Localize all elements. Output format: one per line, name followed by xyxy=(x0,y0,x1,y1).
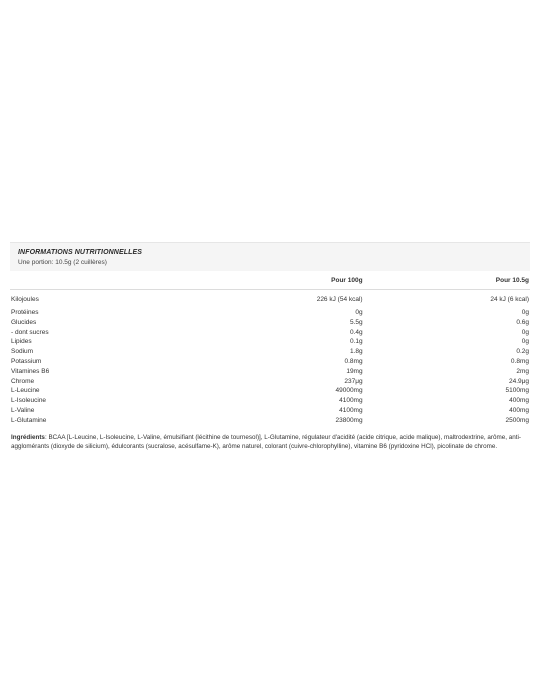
value-per-portion: 0.8mg xyxy=(510,357,529,365)
ingredients-list: : BCAA [L-Leucine, L-Isoleucine, L-Valine, émulsifiant (lécithine de tournesol)], L-Glutamine, régulateur d'acidité (acide citrique, acide malique), maltrodextrine, arôme, anti-agglomérants (dioxyde de silicium), édulcorants (sucralose, acésulfame-K), arôme naturel, colorant (cuivre-chlorophylline), vitamine B6 (pyridoxine HCl), picolinate de chrome. xyxy=(11,433,521,451)
table-row xyxy=(10,406,530,416)
value-per-100g: 49000mg xyxy=(335,387,363,395)
value-per-portion: 24.9μg xyxy=(508,377,529,385)
value-per-100g: 0.4g xyxy=(349,328,363,336)
nutrient-name: L-Valine xyxy=(11,406,35,414)
value-per-portion: 0.2g xyxy=(516,348,529,356)
portion-size: Une portion: 10.5g (2 cuillères) xyxy=(18,259,107,266)
table-row xyxy=(10,308,530,318)
value-per-portion: 400mg xyxy=(509,406,529,414)
value-per-100g: 23800mg xyxy=(335,416,363,424)
ingredients-text xyxy=(10,433,530,452)
value-per-portion: 0g xyxy=(521,338,529,346)
value-per-100g: 0.8mg xyxy=(344,357,363,365)
value-per-100g: 0g xyxy=(355,309,363,316)
nutrient-name: Lipides xyxy=(11,338,32,346)
column-header-per-100g: Pour 100g xyxy=(312,271,364,290)
nutrition-panel xyxy=(10,242,530,452)
nutrient-name: L-Glutamine xyxy=(11,416,47,424)
table-row xyxy=(10,347,530,357)
table-header-row xyxy=(10,271,530,290)
table-row xyxy=(10,367,530,377)
table-row xyxy=(10,318,530,328)
nutrition-title: INFORMATIONS NUTRITIONNELLES xyxy=(18,249,142,256)
value-per-portion: 400mg xyxy=(509,397,529,405)
value-per-portion: 0g xyxy=(521,328,529,336)
column-header-per-portion: Pour 10.5g xyxy=(364,271,530,290)
nutrient-name: Protéines xyxy=(11,309,39,316)
value-per-portion: 0.6g xyxy=(516,318,529,326)
nutrient-name: L-Isoleucine xyxy=(11,397,47,405)
table-row xyxy=(10,386,530,396)
table-row xyxy=(10,377,530,387)
value-per-100g: 4100mg xyxy=(339,406,363,414)
table-row xyxy=(10,337,530,347)
value-per-portion: 24 kJ (6 kcal) xyxy=(490,296,529,303)
table-row xyxy=(10,328,530,338)
value-per-100g: 0.1g xyxy=(349,338,363,346)
nutrient-name: Potassium xyxy=(11,357,42,365)
nutrient-name: Chrome xyxy=(11,377,35,385)
ingredients-label: Ingrédients xyxy=(11,433,45,441)
value-per-100g: 19mg xyxy=(346,367,363,375)
table-row xyxy=(10,357,530,367)
value-per-portion: 0g xyxy=(521,309,529,316)
value-per-100g: 4100mg xyxy=(339,397,363,405)
value-per-portion: 2mg xyxy=(516,367,529,375)
nutrient-name: Kilojoules xyxy=(11,296,39,303)
nutrient-name: Glucides xyxy=(11,318,37,326)
value-per-portion: 5100mg xyxy=(505,387,529,395)
table-row xyxy=(10,396,530,406)
value-per-portion: 2500mg xyxy=(505,416,529,424)
nutrient-name: Vitamines B6 xyxy=(11,367,50,375)
nutrient-name: Sodium xyxy=(11,348,34,356)
value-per-100g: 5.5g xyxy=(349,318,363,326)
table-row xyxy=(10,290,530,309)
nutrient-name: L-Leucine xyxy=(11,387,40,395)
value-per-100g: 237μg xyxy=(344,377,363,385)
column-header-nutrient xyxy=(10,271,312,290)
table-row xyxy=(10,416,530,426)
value-per-100g: 226 kJ (54 kcal) xyxy=(316,296,363,303)
nutrition-header xyxy=(10,242,530,271)
value-per-100g: 1.8g xyxy=(349,348,363,356)
nutrient-name: - dont sucres xyxy=(11,328,49,336)
nutrition-table xyxy=(10,271,530,426)
